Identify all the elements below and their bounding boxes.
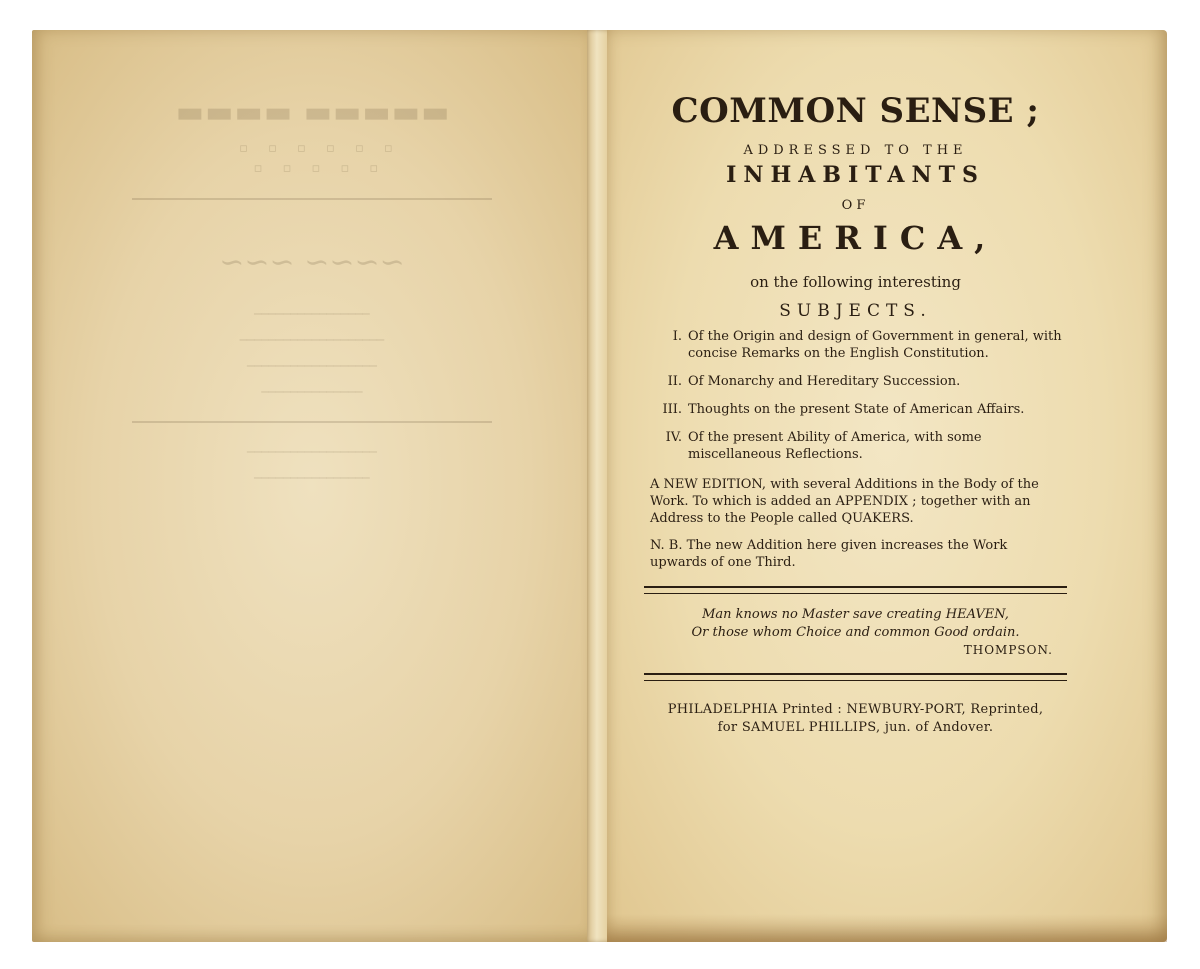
subject-number: III.: [662, 401, 682, 417]
subject-number: IV.: [665, 429, 682, 445]
imprint-line: PHILADELPHIA Printed : NEWBURY-PORT, Reprinted,: [667, 702, 1044, 718]
subject-text: Of Monarchy and Hereditary Succession.: [688, 373, 961, 389]
edition-note: A NEW EDITION, with several Additions in the Body of the Work. To which is added an APPENDIX ; together with an Address to the People called QUAKERS.: [650, 477, 1039, 527]
book-title: COMMON SENSE ;: [671, 91, 1040, 131]
list-item: [648, 430, 1063, 464]
subjects-heading: SUBJECTS.: [779, 301, 932, 322]
epigraph-author: THOMPSON.: [963, 643, 1053, 658]
epigraph-line: Man knows no Master save creating HEAVEN,: [702, 606, 1009, 622]
title-page-text: [648, 92, 1063, 737]
list-item: [648, 402, 1063, 419]
inhabitants-line: INHABITANTS: [726, 162, 985, 189]
subject-list: [648, 329, 1063, 463]
subject-number: I.: [672, 329, 682, 345]
subject-text: Thoughts on the present State of American Affairs.: [688, 401, 1025, 417]
divider-rule: [644, 673, 1067, 681]
bleed-through-text: ▬▬▬▬▬ ▬▬▬▬ ▫ ▫ ▫ ▫ ▫ ▫ ▫ ▫ ▫ ▫ ▫ ∼∼∼∼ ∼∼∼ ──────────────── ──────────────────── ────────────────── ────────────── ────────────────── ────────────────: [102, 90, 522, 495]
subject-number: II.: [667, 373, 682, 389]
imprint: [648, 701, 1063, 737]
list-item: [648, 374, 1063, 391]
of-line: OF: [841, 198, 870, 214]
addressed-line: ADDRESSED TO THE: [743, 143, 968, 159]
divider-rule: [644, 586, 1067, 594]
subject-text: Of the present Ability of America, with some miscellaneous Reflections.: [688, 429, 982, 462]
list-item: [648, 329, 1063, 363]
epigraph: [648, 606, 1063, 659]
epigraph-line: Or those whom Choice and common Good ordain.: [691, 625, 1020, 641]
america-line: AMERICA,: [713, 219, 998, 258]
subject-text: Of the Origin and design of Government in general, with concise Remarks on the English Constitution.: [688, 329, 1062, 361]
left-page: [32, 30, 592, 942]
nb-note: N. B. The new Addition here given increases the Work upwards of one Third.: [650, 538, 1008, 570]
imprint-line: for SAMUEL PHILLIPS, jun. of Andover.: [717, 720, 994, 736]
following-line: on the following interesting: [750, 273, 961, 292]
